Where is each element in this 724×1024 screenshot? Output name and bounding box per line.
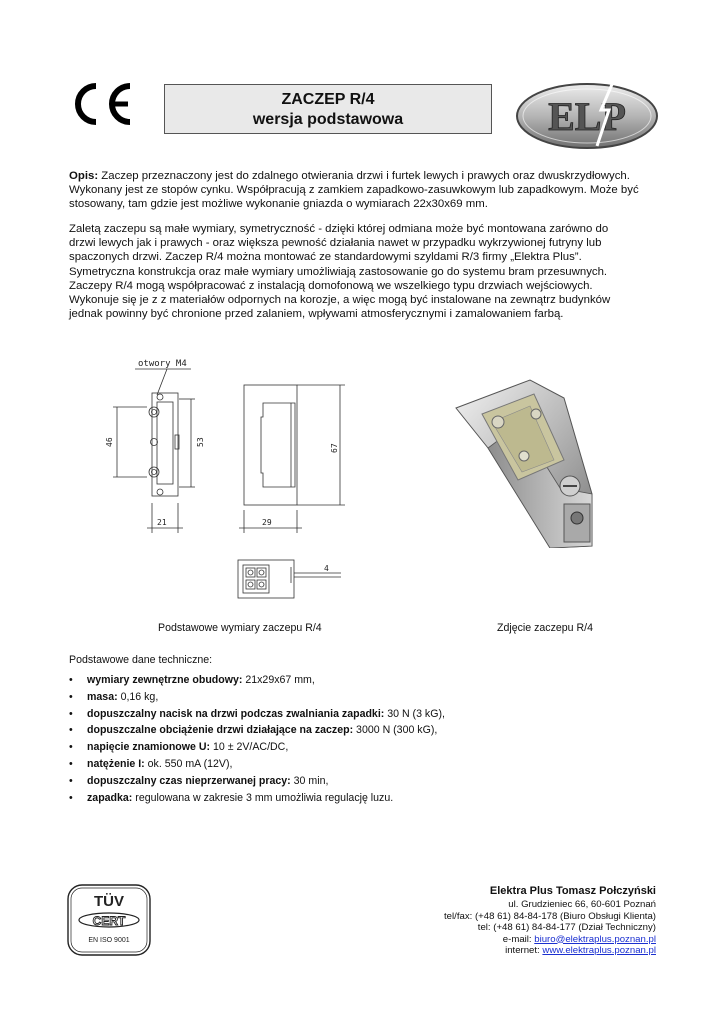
- spec-value: regulowana w zakresie 3 mm umożliwia regulację luzu.: [132, 791, 394, 804]
- dim-53: 53: [196, 437, 205, 447]
- caption-drawing: Podstawowe wymiary zaczepu R/4: [158, 622, 322, 634]
- spec-label: wymiary zewnętrzne obudowy:: [87, 674, 243, 686]
- email-link[interactable]: biuro@elektraplus.poznan.pl: [534, 933, 656, 945]
- spec-item: [69, 706, 445, 723]
- company-email-row: [444, 934, 656, 946]
- label-holes: otwory M4: [138, 359, 187, 369]
- spec-label: dopuszczalny nacisk na drzwi podczas zwalniania zapadki:: [87, 707, 385, 720]
- spec-value: 21x29x67 mm,: [242, 674, 315, 686]
- desc-line: Wykonuje się je z z materiałów odpornych na korozje, a więc mogą być instalowane na zewnątrz budynków: [69, 294, 611, 307]
- dim-29: 29: [262, 518, 272, 527]
- product-photo: [452, 376, 604, 548]
- tuv-cert-logo: [67, 884, 151, 956]
- spec-value: 30 min,: [290, 774, 329, 787]
- company-internet-row: [444, 945, 656, 957]
- spec-label: dopuszczalne obciążenie drzwi działające na zaczep:: [87, 724, 354, 737]
- cert-text: CERT: [92, 914, 126, 928]
- caption-photo: Zdjęcie zaczepu R/4: [497, 622, 593, 634]
- spec-value: 10 ± 2V/AC/DC,: [210, 741, 289, 754]
- iso-text: EN ISO 9001: [88, 937, 130, 944]
- description-label: Opis:: [69, 170, 99, 182]
- spec-item: [69, 790, 445, 807]
- dim-21: 21: [157, 518, 167, 527]
- desc-line: drzwi lewych jak i prawych - oraz większa pewność działania nawet w przypadku wykrzywionej futryny lub: [69, 237, 602, 250]
- ce-mark-text: CE: [66, 80, 68, 81]
- company-info: [444, 884, 656, 957]
- dim-4: 4: [324, 564, 329, 573]
- ce-mark: [66, 80, 138, 128]
- company-address: ul. Grudzieniec 66, 60-601 Poznań: [508, 899, 656, 910]
- desc-line: Zaczepy R/4 mogą współpracować z instalacją domofonową we wszelkiego typu drzwiach wejściowych.: [69, 279, 593, 292]
- desc-line: Zaletą zaczepu są małe wymiary, symetryczność - dzięki której odmiana może być montowana zarówno do: [69, 223, 609, 235]
- tuv-text: TÜV: [94, 893, 124, 910]
- specs-heading: Podstawowe dane techniczne:: [69, 654, 213, 666]
- internet-label: internet:: [505, 945, 543, 956]
- logo-text: ELP: [548, 94, 626, 139]
- spec-item: [69, 739, 445, 756]
- spec-item: [69, 689, 445, 706]
- email-label: e-mail:: [502, 933, 535, 945]
- title-line2: wersja podstawowa: [252, 111, 404, 128]
- spec-item: [69, 672, 445, 689]
- company-name: Elektra Plus Tomasz Połczyński: [489, 885, 656, 897]
- technical-drawing: [105, 355, 355, 605]
- dim-67: 67: [330, 443, 339, 453]
- spec-label: masa:: [87, 690, 118, 703]
- desc-line: jednak powinny być chronione przed zalaniem, wpływami atmosferycznymi i zamalowaniem farbą.: [69, 308, 564, 321]
- spec-value: 0,16 kg,: [117, 690, 159, 703]
- desc-line: spaczonych drzwi. Zaczep R/4 można montować ze standardowymi szyldami R/3 firmy „Elektra Plus”.: [69, 251, 582, 264]
- title-line1: ZACZEP R/4: [281, 91, 375, 108]
- specs-list: [69, 672, 445, 806]
- company-tel: tel: (+48 61) 84-84-177 (Dział Techniczny): [477, 922, 656, 933]
- website-link[interactable]: www.elektraplus.poznan.pl: [542, 945, 656, 956]
- spec-label: napięcie znamionowe U:: [87, 741, 211, 754]
- spec-value: 3000 N (300 kG),: [353, 724, 438, 737]
- spec-item: [69, 722, 445, 739]
- description-paragraph-2: [69, 222, 656, 321]
- spec-item: [69, 756, 445, 773]
- description-text-1: Zaczep przeznaczony jest do zdalnego otwierania drzwi i furtek lewych i prawych oraz dwuskrzydłowych. Wykonany jest ze stopów cynku. Współpracują z zamkiem zapadkowo-zasuwkowym lub zapadkowym. Może być stosowany, tam gdzie jest możliwe wykonanie gniazda o wymiarach 22x30x69 mm.: [69, 170, 639, 211]
- spec-value: 30 N (3 kG),: [384, 707, 445, 720]
- desc-line: Symetryczna konstrukcja oraz małe wymiary umożliwiają zastosowanie go do systemu bram przesuwnych.: [69, 265, 608, 278]
- spec-label: natężenie I:: [87, 757, 145, 770]
- elp-logo: [515, 80, 658, 150]
- company-telfax: tel/fax: (+48 61) 84-84-178 (Biuro Obsługi Klienta): [444, 910, 656, 922]
- spec-value: ok. 550 mA (12V),: [144, 757, 233, 770]
- spec-label: zapadka:: [87, 791, 133, 804]
- spec-item: [69, 773, 445, 790]
- description-paragraph-1: [69, 169, 656, 212]
- title-box: [164, 84, 492, 134]
- spec-label: dopuszczalny czas nieprzerwanej pracy:: [87, 774, 291, 787]
- dim-46: 46: [105, 437, 114, 447]
